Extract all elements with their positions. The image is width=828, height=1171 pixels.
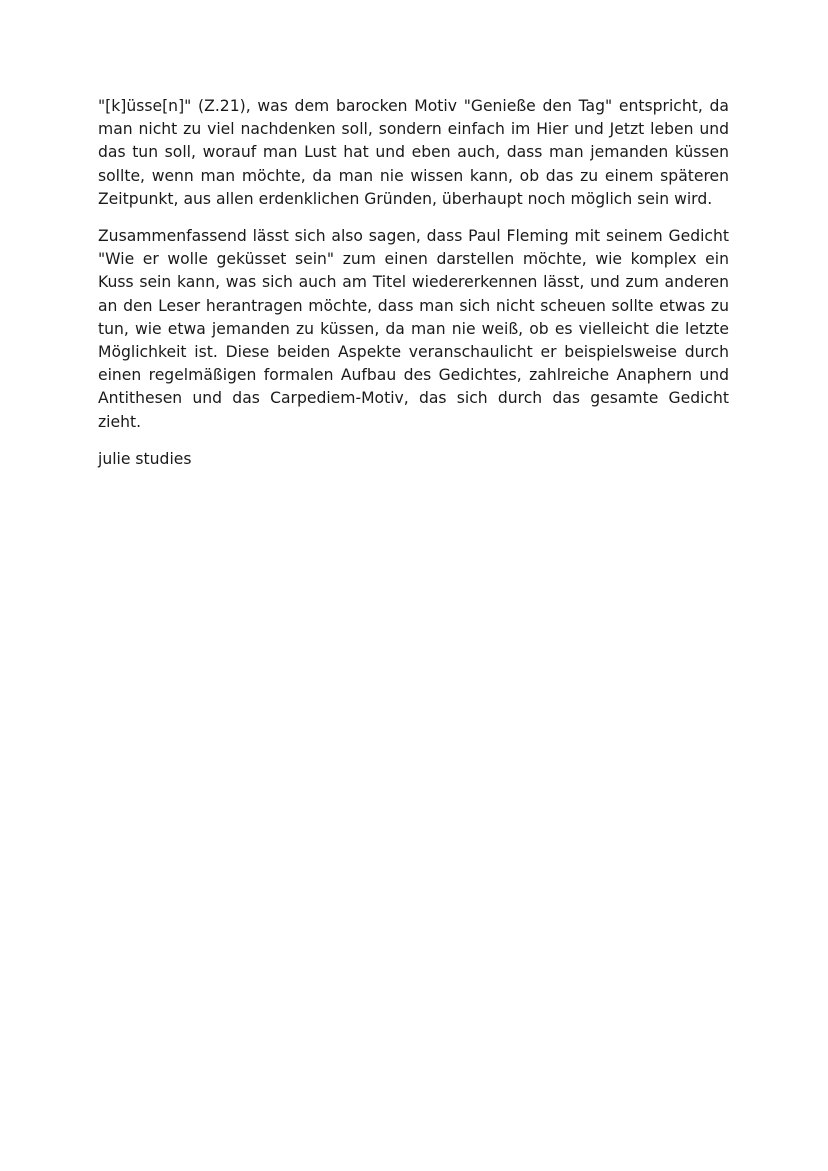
paragraph-conclusion: Zusammenfassend lässt sich also sagen, dass Paul Fleming mit seinem Gedicht "Wie er wolle geküsset sein" zum einen darstellen möchte, wie komplex ein Kuss sein kann, was sich auch am Titel wiedererkennen lässt, und zum anderen an den Leser herantragen möchte, dass man sich nicht scheuen sollte etwas zu tun, wie etwa jemanden zu küssen, da man nie weiß, ob es vielleicht die letzte Möglichkeit ist. Diese beiden Aspekte veranschaulicht er beispielsweise durch einen regelmäßigen formalen Aufbau des Gedichtes, zahlreiche Anaphern und Antithesen und das Carpediem-Motiv, das sich durch das gesamte Gedicht zieht. xyxy=(98,227,729,431)
paragraph-carpe-diem: "[k]üsse[n]" (Z.21), was dem barocken Motiv "Genieße den Tag" entspricht, da man nicht zu viel nachdenken soll, sondern einfach im Hier und Jetzt leben und das tun soll, worauf man Lust hat und eben auch, dass man jemanden küssen sollte, wenn man möchte, da man nie wissen kann, ob das zu einem späteren Zeitpunkt, aus allen erdenklichen Gründen, überhaupt noch möglich sein wird. xyxy=(98,97,729,208)
author-signature: julie studies xyxy=(98,449,192,468)
document-body xyxy=(98,95,729,471)
